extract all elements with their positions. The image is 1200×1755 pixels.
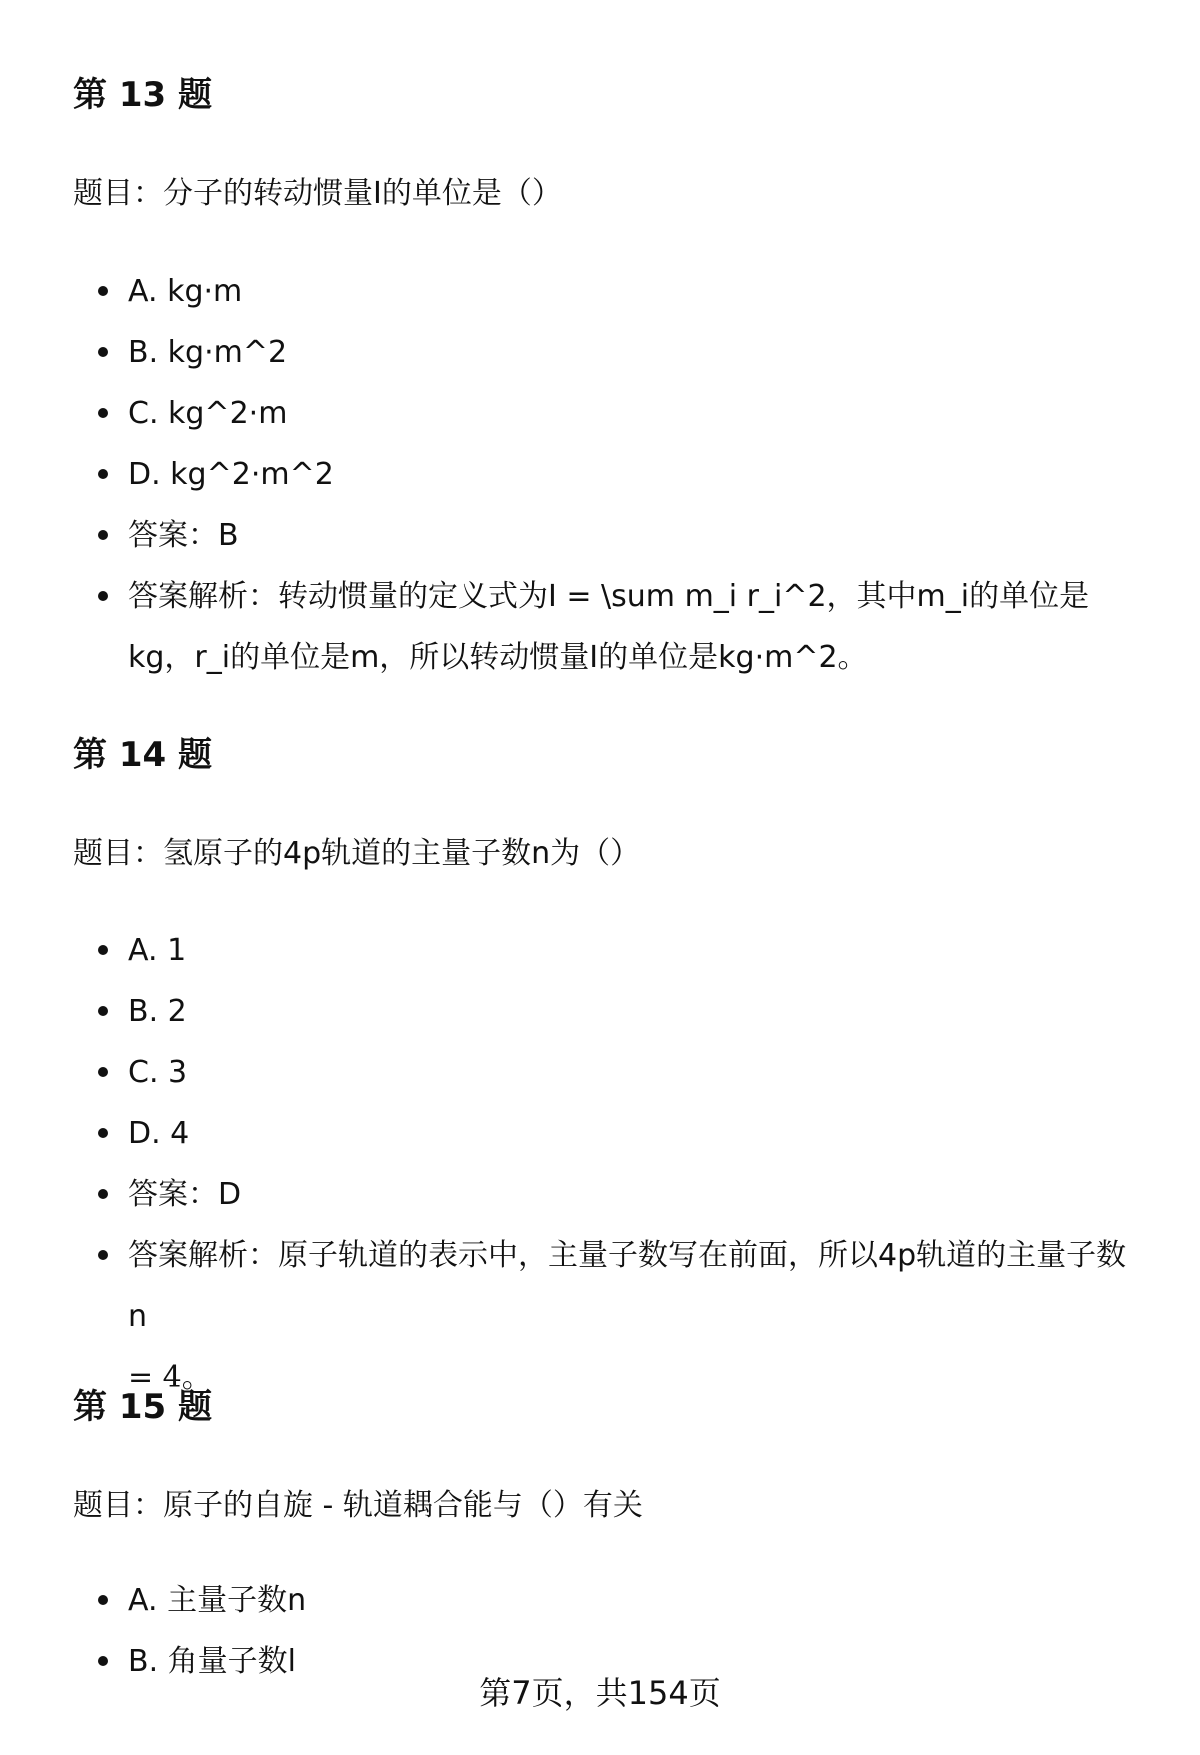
question-prompt: 题目：氢原子的4p轨道的主量子数n为（）	[73, 836, 641, 871]
answer: 答案：B	[73, 505, 1133, 566]
explanation-line-2: kg，r_i的单位是m，所以转动惯量I的单位是kg·m^2。	[128, 640, 868, 675]
question-15	[73, 1377, 1133, 1679]
answer: 答案：D	[73, 1164, 1133, 1225]
option-b: B. 角量子数l	[73, 1631, 1133, 1692]
question-14	[73, 725, 1133, 1395]
option-list	[73, 261, 1133, 688]
page-number-footer: 第7页，共154页	[479, 1674, 721, 1712]
option-c: C. 3	[73, 1042, 1133, 1103]
option-a: A. 主量子数n	[73, 1570, 1133, 1631]
option-a: A. kg·m	[73, 261, 1133, 322]
question-prompt: 题目：原子的自旋 - 轨道耦合能与（）有关	[73, 1488, 643, 1523]
question-prompt: 题目：分子的转动惯量I的单位是（）	[73, 176, 562, 211]
option-c: C. kg^2·m	[73, 383, 1133, 444]
explanation-line-2: = 4。	[128, 1360, 212, 1395]
option-list	[73, 920, 1133, 1408]
question-title: 第 15 题	[73, 1387, 212, 1427]
option-d: D. kg^2·m^2	[73, 444, 1133, 505]
option-b: B. kg·m^2	[73, 322, 1133, 383]
explanation-line-1: 答案解析：转动惯量的定义式为I = \sum m_i r_i^2，其中m_i的单位是	[128, 579, 1090, 614]
question-title: 第 14 题	[73, 735, 212, 775]
question-13	[73, 65, 1133, 675]
explanation-line-1: 答案解析：原子轨道的表示中，主量子数写在前面，所以4p轨道的主量子数n	[128, 1238, 1127, 1334]
answer-explanation	[73, 566, 1133, 688]
option-b: B. 2	[73, 981, 1133, 1042]
option-d: D. 4	[73, 1103, 1133, 1164]
option-a: A. 1	[73, 920, 1133, 981]
question-title: 第 13 题	[73, 75, 212, 115]
